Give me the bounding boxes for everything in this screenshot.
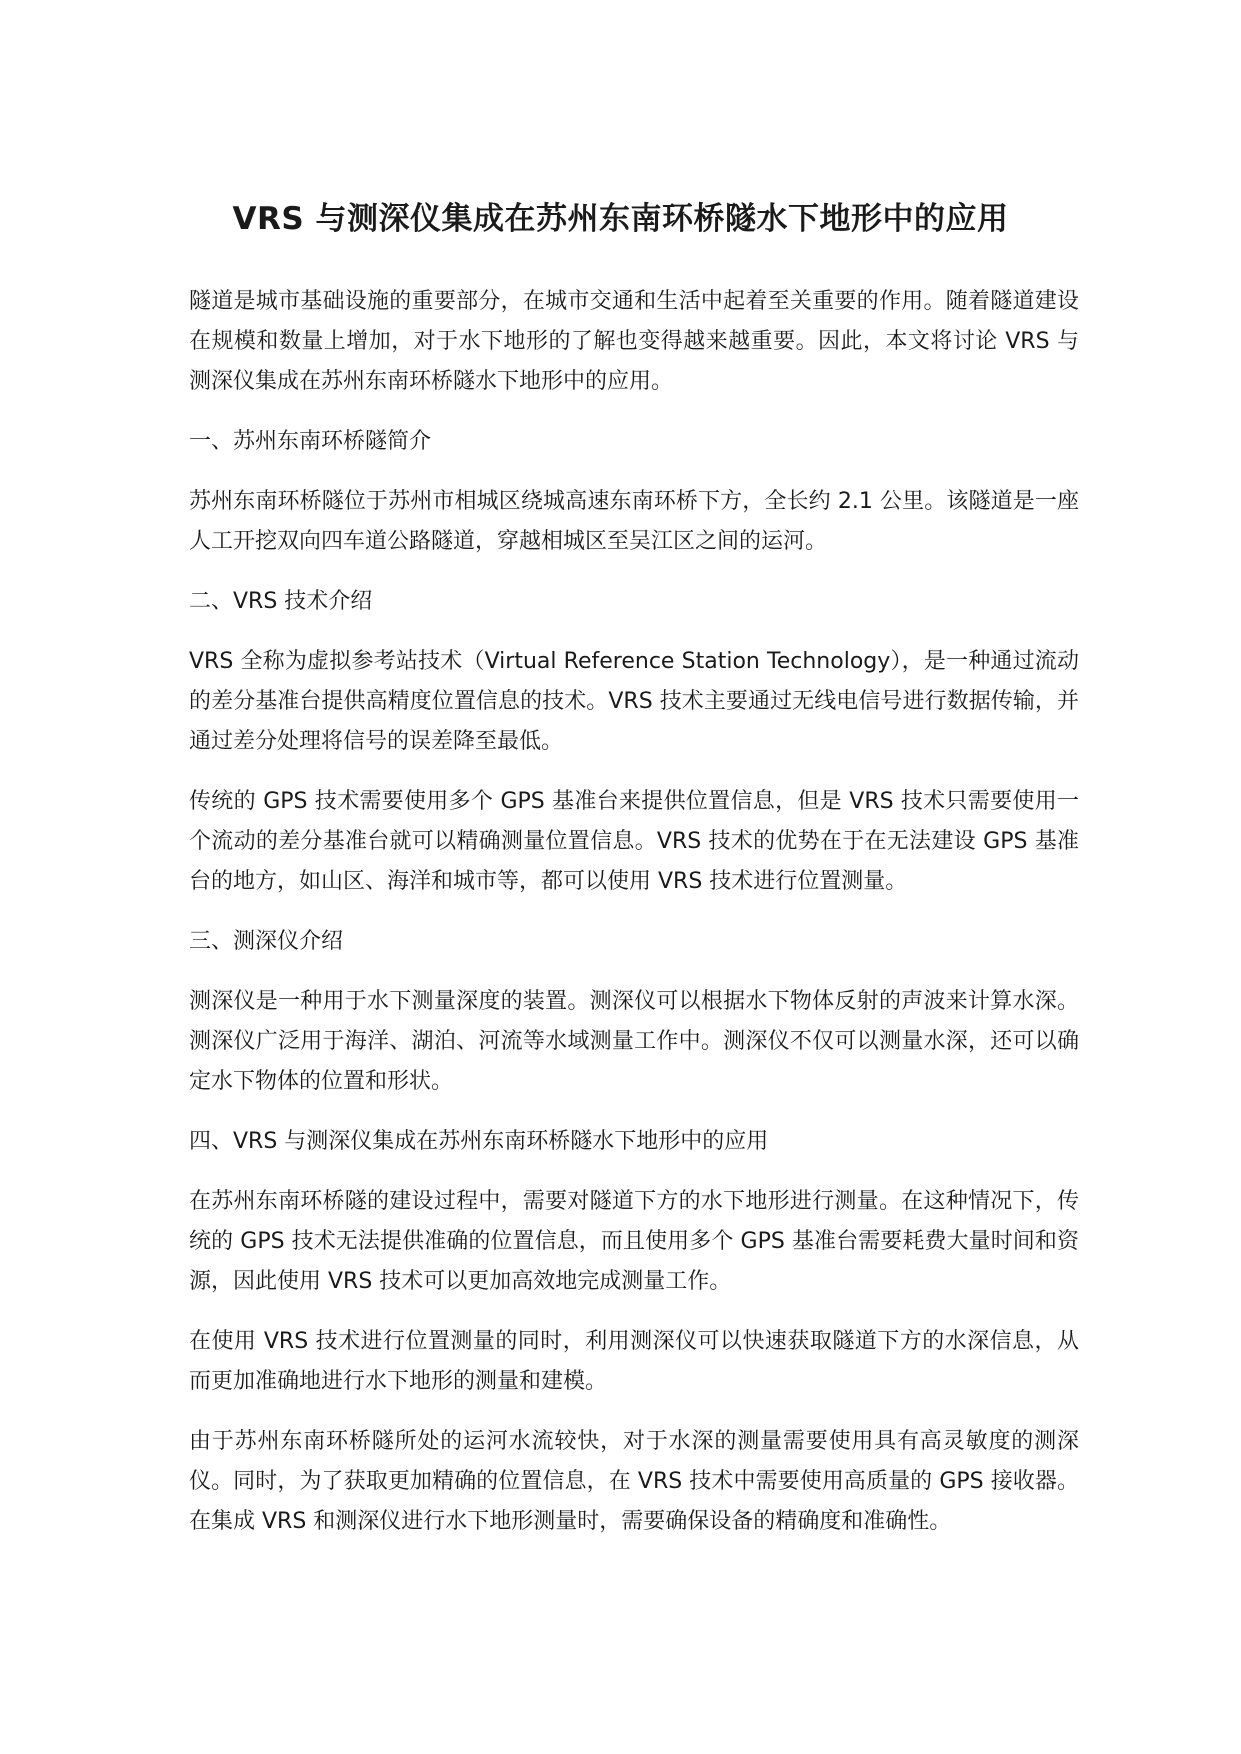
paragraph-application-2: 在使用 VRS 技术进行位置测量的同时，利用测深仪可以快速获取隧道下方的水深信息，从而更加准确地进行水下地形的测量和建模。 xyxy=(189,1329,1079,1394)
paragraph-echo-sounder: 测深仪是一种用于水下测量深度的装置。测深仪可以根据水下物体反射的声波来计算水深。测深仪广泛用于海洋、湖泊、河流等水域测量工作中。测深仪不仅可以测量水深，还可以确定水下物体的位置和形状。 xyxy=(189,989,1079,1094)
document-body xyxy=(189,282,1079,1562)
section-heading-2: 二、VRS 技术介绍 xyxy=(189,589,373,614)
paragraph-application-1: 在苏州东南环桥隧的建设过程中，需要对隧道下方的水下地形进行测量。在这种情况下，传统的 GPS 技术无法提供准确的位置信息，而且使用多个 GPS 基准台需要耗费大量时间和资源，因此使用 VRS 技术可以更加高效地完成测量工作。 xyxy=(189,1189,1079,1294)
section-heading-4: 四、VRS 与测深仪集成在苏州东南环桥隧水下地形中的应用 xyxy=(189,1129,769,1154)
section-heading-3: 三、测深仪介绍 xyxy=(189,929,344,954)
paragraph-application-3: 由于苏州东南环桥隧所处的运河水流较快，对于水深的测量需要使用具有高灵敏度的测深仪。同时，为了获取更加精确的位置信息，在 VRS 技术中需要使用高质量的 GPS 接收器。在集成 VRS 和测深仪进行水下地形测量时，需要确保设备的精确度和准确性。 xyxy=(189,1429,1079,1534)
paragraph-vrs-definition: VRS 全称为虚拟参考站技术（Virtual Reference Station Technology），是一种通过流动的差分基准台提供高精度位置信息的技术。VRS 技术主要通过无线电信号进行数据传输，并通过差分处理将信号的误差降至最低。 xyxy=(189,649,1079,754)
paragraph-vrs-advantage: 传统的 GPS 技术需要使用多个 GPS 基准台来提供位置信息，但是 VRS 技术只需要使用一个流动的差分基准台就可以精确测量位置信息。VRS 技术的优势在于在无法建设 GPS 基准台的地方，如山区、海洋和城市等，都可以使用 VRS 技术进行位置测量。 xyxy=(189,789,1079,894)
paragraph-tunnel-overview: 苏州东南环桥隧位于苏州市相城区绕城高速东南环桥下方，全长约 2.1 公里。该隧道是一座人工开挖双向四车道公路隧道，穿越相城区至吴江区之间的运河。 xyxy=(189,489,1079,554)
paragraph-intro: 隧道是城市基础设施的重要部分，在城市交通和生活中起着至关重要的作用。随着隧道建设在规模和数量上增加，对于水下地形的了解也变得越来越重要。因此，本文将讨论 VRS 与测深仪集成在苏州东南环桥隧水下地形中的应用。 xyxy=(189,289,1079,394)
document-title: VRS 与测深仪集成在苏州东南环桥隧水下地形中的应用 xyxy=(232,200,1009,237)
section-heading-1: 一、苏州东南环桥隧简介 xyxy=(189,429,432,454)
